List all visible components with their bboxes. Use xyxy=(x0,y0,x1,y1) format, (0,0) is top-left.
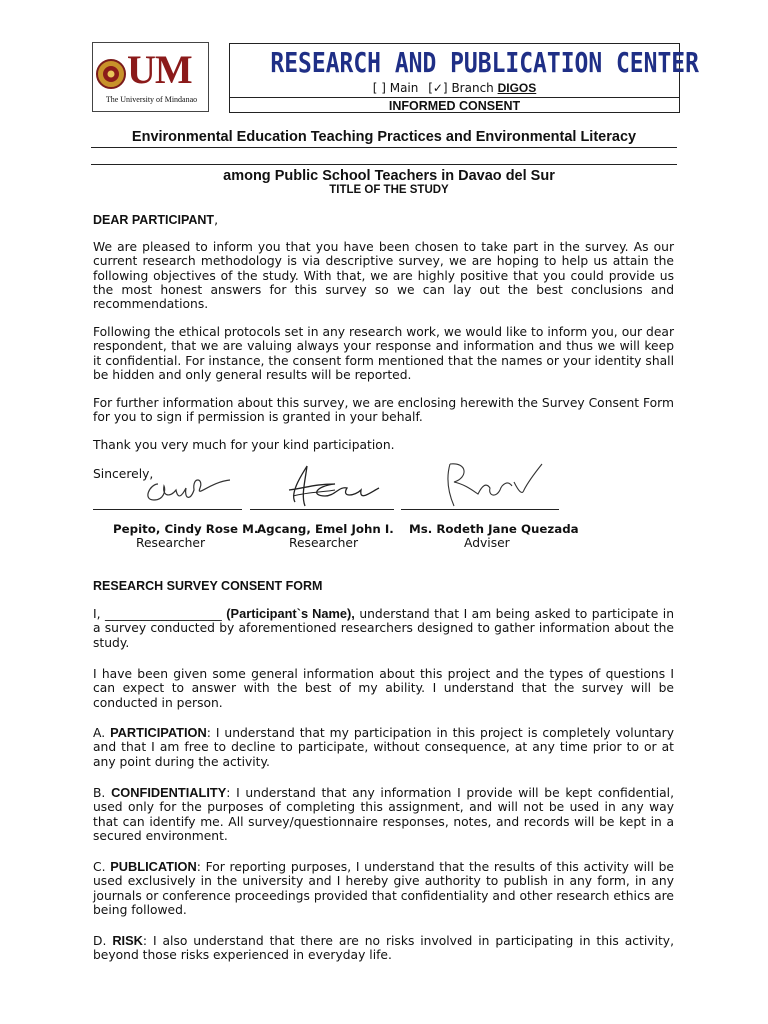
option-main: [ ] Main xyxy=(372,81,419,95)
study-title-line2: among Public School Teachers in Davao del Sur xyxy=(223,168,555,184)
university-logo-box xyxy=(92,42,209,112)
consent-item-b-heading: CONFIDENTIALITY xyxy=(111,785,227,800)
signature-line-3 xyxy=(401,509,559,510)
signature-3-icon xyxy=(438,460,548,510)
title-rule-2 xyxy=(91,164,677,165)
logo-letters: UM xyxy=(127,47,192,92)
signatory-3-role: Adviser xyxy=(464,536,510,550)
participant-name-label: (Participant`s Name), xyxy=(226,606,355,621)
signatory-1-role: Researcher xyxy=(136,536,206,550)
salutation-text: DEAR PARTICIPANT xyxy=(93,213,215,227)
consent-item-b-text: : I understand that any information I provide will be kept confidential, used only for the purposes of completing this assignment, and will not be used in any way that can identify me. All survey/questionnaire responses, notes, and records will be kept in a secured environment. xyxy=(93,786,674,843)
study-title-caption: TITLE OF THE STUDY xyxy=(329,184,449,196)
letter-paragraph-1: We are pleased to inform you that you have been chosen to take part in the survey. As our current research methodology is via descriptive survey, we are hoping to help us attain the following objectives of the study. With that, we are highly positive that you could provide us the most honest answers for this survey so we can lay out the best conclusions and recommendations. xyxy=(93,240,674,312)
signature-line-1 xyxy=(93,509,242,510)
closing: Sincerely, xyxy=(93,467,154,481)
salutation-comma: , xyxy=(214,212,219,227)
form-type: INFORMED CONSENT xyxy=(230,97,679,114)
consent-item-a-text: : I understand that my participation in this project is completely voluntary and that I am free to decline to participate, without consequence, at any time prior to or at any point during the activity. xyxy=(93,726,674,769)
signature-2-icon xyxy=(275,462,395,512)
consent-item-c-letter: C. xyxy=(93,860,106,874)
center-title: RESEARCH AND PUBLICATION CENTER xyxy=(270,46,699,79)
option-branch: Branch xyxy=(451,81,494,95)
consent-item-b-letter: B. xyxy=(93,786,106,800)
consent-item-c-text: : For reporting purposes, I understand that the results of this activity will be used exclusively in the university and I hereby give authority to publish in any form, in any journals or conference proceedings provided that confidentiality and other research ethics are being followed. xyxy=(93,860,674,917)
signature-line-2 xyxy=(250,509,394,510)
letter-paragraph-2: Following the ethical protocols set in any research work, we would like to inform you, our dear respondent, that we are valuing always your response and information and thus we will keep it confidential. For instance, the consent form mentioned that the names or your identity shall be hidden and only general results will be reported. xyxy=(93,325,674,382)
consent-item-c-heading: PUBLICATION xyxy=(110,859,197,874)
branch-name: DIGOS xyxy=(497,81,537,95)
consent-item-c xyxy=(93,860,674,917)
salutation xyxy=(93,212,218,227)
consent-intro xyxy=(93,607,674,650)
study-title-line1: Environmental Education Teaching Practices and Environmental Literacy xyxy=(131,129,637,145)
signatory-2-role: Researcher xyxy=(289,536,359,550)
option-branch-checkbox: [✓] xyxy=(428,81,448,95)
consent-item-d-letter: D. xyxy=(93,934,107,948)
consent-item-a-letter: A. xyxy=(93,726,106,740)
logo-caption: The University of Mindanao xyxy=(105,95,198,104)
signatory-1-name: Pepito, Cindy Rose M. xyxy=(113,522,259,536)
consent-item-a xyxy=(93,726,674,769)
consent-item-b xyxy=(93,786,674,843)
center-header-box xyxy=(229,43,699,113)
consent-item-d xyxy=(93,934,674,963)
consent-item-d-text: : I also understand that there are no risks involved in participating in this activity, beyond those risks experienced in everyday life. xyxy=(93,934,674,963)
campus-options xyxy=(230,81,679,95)
consent-general: I have been given some general information about this project and the types of questions I can expect to answer with the best of my ability. I understand that the survey will be conducted in person. xyxy=(93,667,674,710)
consent-item-a-heading: PARTICIPATION xyxy=(110,725,207,740)
signature-1-icon xyxy=(120,470,240,510)
participant-name-blank: I, ___________________ xyxy=(93,607,222,621)
title-rule-1 xyxy=(91,147,677,148)
consent-heading: RESEARCH SURVEY CONSENT FORM xyxy=(93,579,323,593)
consent-item-d-heading: RISK xyxy=(112,933,143,948)
letter-paragraph-3: For further information about this survey, we are enclosing herewith the Survey Consent Form for you to sign if permission is granted in your behalf. xyxy=(93,396,674,425)
signatory-2-name: Agcang, Emel John I. xyxy=(257,522,394,536)
letter-paragraph-4: Thank you very much for your kind participation. xyxy=(93,438,395,452)
consent-intro-text: understand that I am being asked to participate in a survey conducted by aforementioned researchers designed to gather information about the study. xyxy=(93,607,674,650)
signatory-3-name: Ms. Rodeth Jane Quezada xyxy=(409,522,579,536)
